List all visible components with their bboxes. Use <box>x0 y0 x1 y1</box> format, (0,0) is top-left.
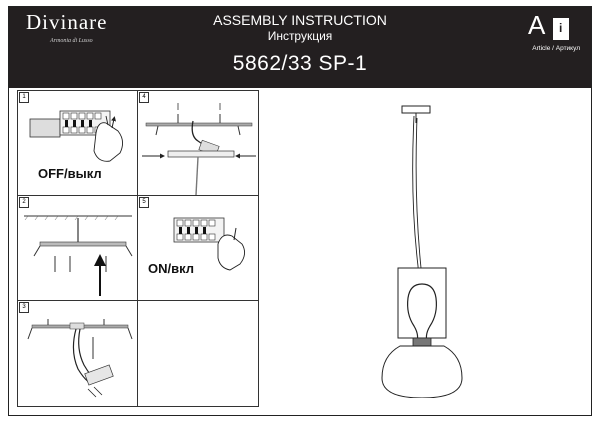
title-english: ASSEMBLY INSTRUCTION <box>213 12 387 28</box>
step-1-label: OFF/выкл <box>38 166 102 181</box>
step-5-number: 5 <box>139 197 149 208</box>
wire-connection-illustration <box>18 301 139 408</box>
ceiling-mount-illustration <box>18 196 139 302</box>
step-2-panel <box>17 195 138 301</box>
pendant-lamp-illustration <box>340 98 540 398</box>
info-book-icon <box>553 18 569 40</box>
step-3-number: 3 <box>19 302 29 313</box>
step-2-number: 2 <box>19 197 29 208</box>
step-5-panel <box>137 195 259 301</box>
bracket-wiring-illustration <box>138 91 260 197</box>
step-3-panel <box>17 300 138 407</box>
title-russian: Инструкция <box>267 29 333 43</box>
step-5-label: ON/вкл <box>148 261 195 276</box>
info-icon-letter: i <box>559 21 563 35</box>
empty-panel <box>137 300 259 407</box>
step-1-number: 1 <box>19 92 29 103</box>
brand-tagline: Armonia di Lusso <box>50 38 93 44</box>
terminal-block-off-illustration <box>18 91 139 197</box>
model-number: 5862/33 SP-1 <box>232 52 368 75</box>
terminal-block-on-illustration <box>138 196 260 302</box>
step-4-number: 4 <box>139 92 149 103</box>
brand-logo: Divinare <box>26 10 108 34</box>
article-label: Article / Артикул <box>532 45 580 52</box>
article-letter: A <box>528 10 546 40</box>
step-1-panel <box>17 90 138 196</box>
step-4-panel <box>137 90 259 196</box>
